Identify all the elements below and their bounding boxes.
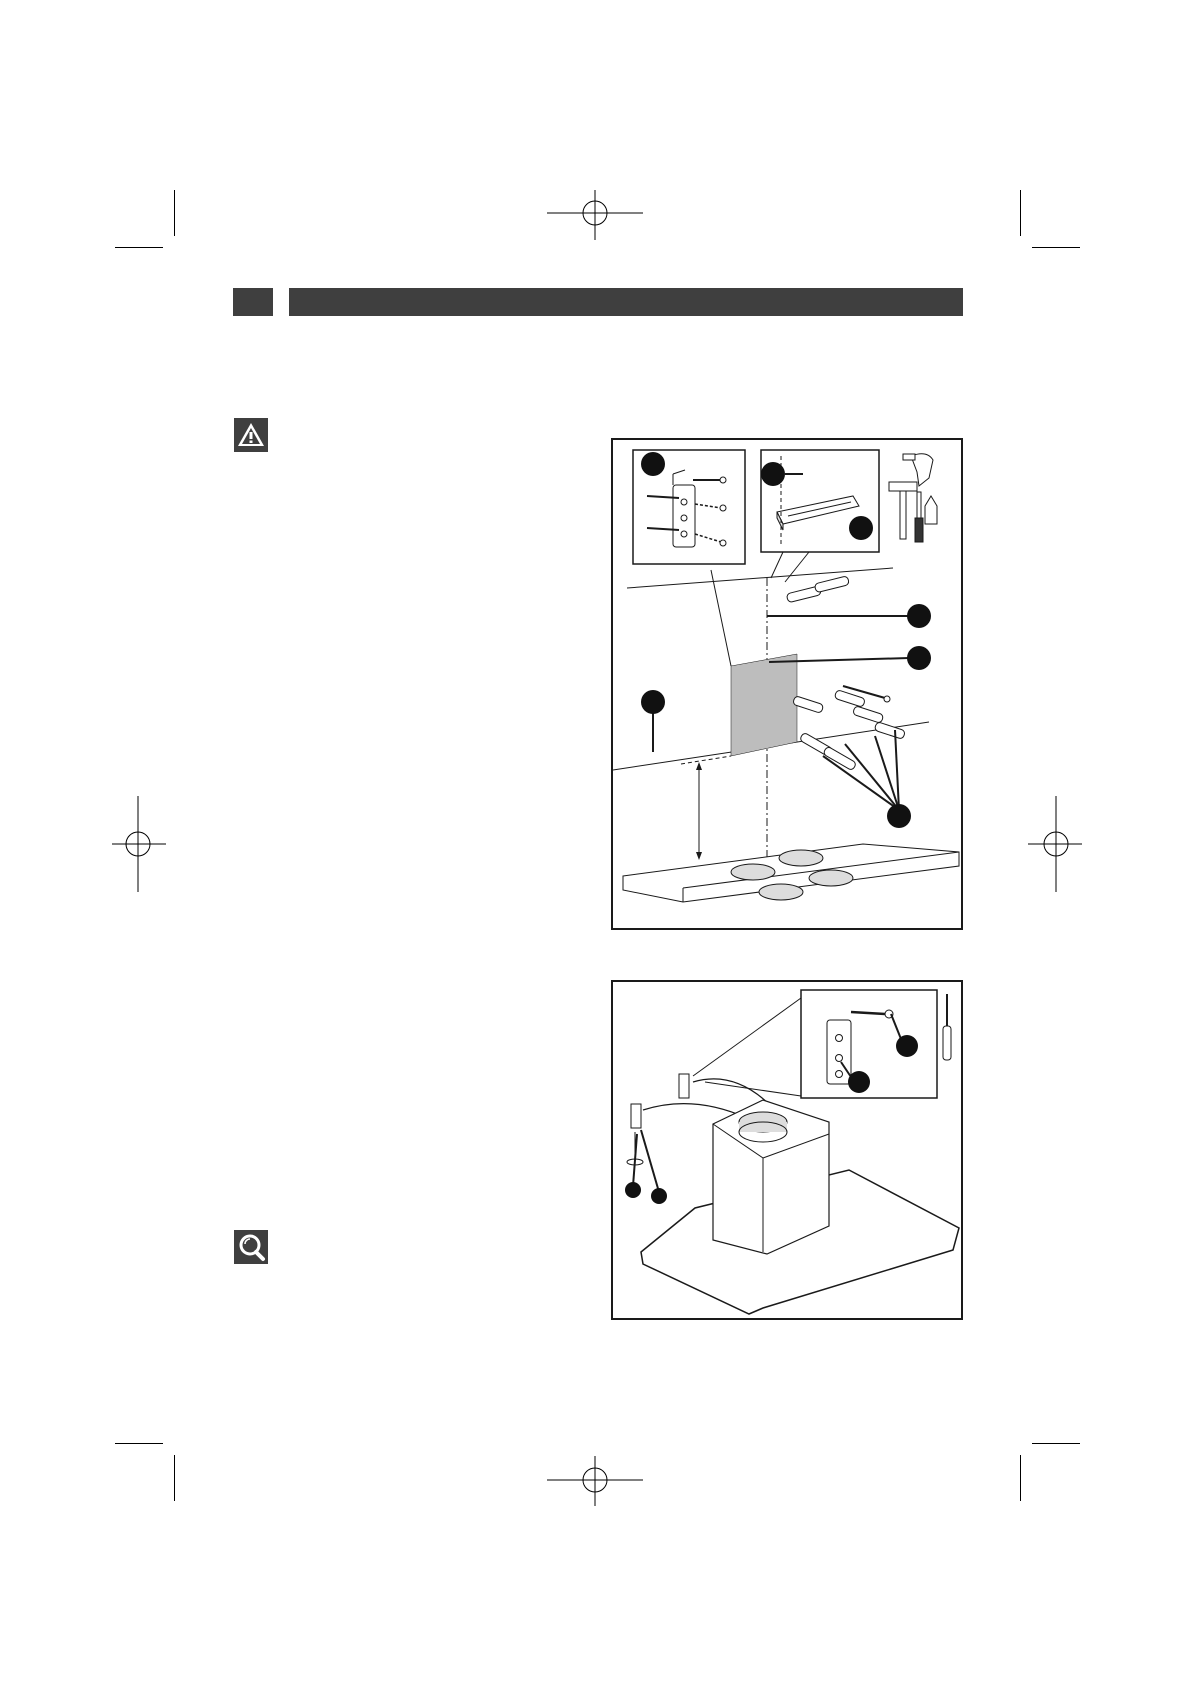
section-number-box [233,288,273,316]
callout-b [848,1071,870,1093]
screwdriver-icon [943,994,951,1060]
callout-7 [887,804,911,828]
callout-6 [641,690,665,714]
registration-mark-top [547,190,643,240]
lower-wall-plugs [792,686,905,771]
template-shaded-area [731,654,797,756]
callout-d [651,1188,667,1204]
registration-mark-left [112,796,166,892]
magnifier-icon [234,1230,268,1264]
callout-1 [641,452,665,476]
wall-mounting-figure [611,438,963,930]
callout-4 [907,604,931,628]
callout-5 [907,646,931,670]
callout-3 [849,516,873,540]
hob-drawing [623,844,959,902]
callout-c [625,1182,641,1198]
upper-wall-plugs [786,576,849,603]
registration-mark-bottom [547,1456,643,1506]
tools-icons [889,454,937,542]
callout-2 [761,462,785,486]
warning-icon [234,418,268,452]
callout-a [896,1035,918,1057]
hood-bracket-figure [611,980,963,1320]
hood-drawing [641,1100,959,1314]
registration-mark-right [1028,796,1082,892]
section-header-bar [289,288,963,316]
